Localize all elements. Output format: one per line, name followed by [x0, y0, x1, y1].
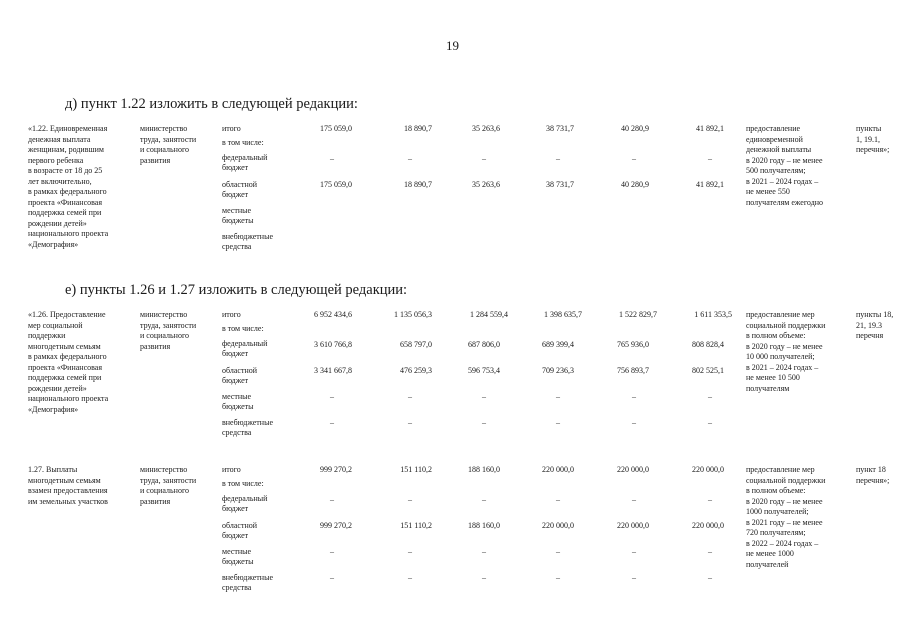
dash: –	[632, 392, 636, 401]
dash: –	[330, 573, 334, 582]
value-total-sum: 6 952 434,6	[314, 310, 352, 319]
label-extrabudget: внебюджетные средства	[222, 232, 273, 251]
dash: –	[330, 154, 334, 163]
dash: –	[482, 154, 486, 163]
dash: –	[482, 418, 486, 427]
value-regional-2021: 35 263,6	[472, 180, 500, 189]
dash: –	[408, 547, 412, 556]
dash: –	[556, 392, 560, 401]
value-total-2023: 220 000,0	[617, 465, 649, 474]
label-federal: федеральный бюджет	[222, 494, 268, 513]
value-total-2024: 1 611 353,5	[694, 310, 732, 319]
value-total-2023: 40 280,9	[621, 124, 649, 133]
dash: –	[482, 573, 486, 582]
dash: –	[556, 495, 560, 504]
value-regional-2020: 151 110,2	[400, 521, 432, 530]
value-total-2022: 1 398 635,7	[544, 310, 582, 319]
dash: –	[556, 573, 560, 582]
dash: –	[632, 547, 636, 556]
page-number: 19	[446, 38, 459, 53]
reference: пункты 1, 19.1, перечня»;	[856, 124, 890, 154]
executor: министерство труда, занятости и социального развития	[140, 124, 197, 165]
label-local: местные бюджеты	[222, 547, 254, 566]
value-total-2020: 1 135 056,3	[394, 310, 432, 319]
dash: –	[708, 154, 712, 163]
expected-result: предоставление единовременной денежной выплаты в 2020 году – не менее 500 получателям; в 2021 – 2024 годах – не менее 550 получателям ежегодно	[746, 124, 824, 207]
value-regional-2022: 38 731,7	[546, 180, 574, 189]
value-total-2022: 220 000,0	[542, 465, 574, 474]
label-including: в том числе:	[222, 479, 264, 488]
dash: –	[632, 418, 636, 427]
value-federal-2023: 765 936,0	[617, 340, 649, 349]
value-regional-sum: 175 059,0	[320, 180, 352, 189]
label-regional: областной бюджет	[222, 366, 258, 385]
dash: –	[708, 418, 712, 427]
dash: –	[556, 154, 560, 163]
value-regional-2023: 220 000,0	[617, 521, 649, 530]
value-regional-2021: 596 753,4	[468, 366, 500, 375]
value-regional-2020: 476 259,3	[400, 366, 432, 375]
label-including: в том числе:	[222, 324, 264, 333]
value-regional-2024: 802 525,1	[692, 366, 724, 375]
heading-item-1-22: д) пункт 1.22 изложить в следующей редакции:	[65, 96, 358, 112]
dash: –	[632, 495, 636, 504]
dash: –	[708, 573, 712, 582]
dash: –	[632, 573, 636, 582]
dash: –	[330, 418, 334, 427]
value-total-2021: 1 284 559,4	[470, 310, 508, 319]
measure-name: «1.26. Предоставление мер социальной поддержки многодетным семьям в рамках федерального проекта «Финансовая поддержка семей при рождении детей» национального проекта «Демография»	[28, 310, 109, 414]
label-total: итого	[222, 465, 241, 474]
value-federal-2021: 687 806,0	[468, 340, 500, 349]
table-row-1-22	[0, 124, 905, 264]
dash: –	[408, 573, 412, 582]
value-regional-sum: 999 270,2	[320, 521, 352, 530]
dash: –	[708, 547, 712, 556]
label-local: местные бюджеты	[222, 206, 254, 225]
value-federal-2024: 808 828,4	[692, 340, 724, 349]
value-regional-2022: 709 236,3	[542, 366, 574, 375]
expected-result: предоставление мер социальной поддержки в полном объеме: в 2020 году – не менее 10 000 получателей; в 2021 – 2024 годах – не менее 10 500 получателям	[746, 310, 826, 393]
label-total: итого	[222, 310, 241, 319]
measure-name: 1.27. Выплаты многодетным семьям взамен предоставления им земельных участков	[28, 465, 108, 506]
value-regional-2020: 18 890,7	[404, 180, 432, 189]
value-federal-2020: 658 797,0	[400, 340, 432, 349]
dash: –	[556, 418, 560, 427]
value-total-2024: 41 892,1	[696, 124, 724, 133]
value-total-2020: 18 890,7	[404, 124, 432, 133]
label-federal: федеральный бюджет	[222, 339, 268, 358]
dash: –	[408, 418, 412, 427]
reference: пункт 18 перечня»;	[856, 465, 890, 485]
value-regional-2022: 220 000,0	[542, 521, 574, 530]
value-total-2021: 188 160,0	[468, 465, 500, 474]
value-regional-2024: 41 892,1	[696, 180, 724, 189]
value-regional-2023: 756 893,7	[617, 366, 649, 375]
label-federal: федеральный бюджет	[222, 153, 268, 172]
dash: –	[482, 547, 486, 556]
dash: –	[482, 495, 486, 504]
dash: –	[708, 495, 712, 504]
dash: –	[330, 547, 334, 556]
label-extrabudget: внебюджетные средства	[222, 418, 273, 437]
label-regional: областной бюджет	[222, 521, 258, 540]
value-total-2024: 220 000,0	[692, 465, 724, 474]
measure-name: «1.22. Единовременная денежная выплата женщинам, родившим первого ребенка в возрасте от 18 до 25 лет включительно, в рамках федерального проекта «Финансовая поддержка семей при рождении детей» национального проекта «Демография»	[28, 124, 109, 249]
value-total-2022: 38 731,7	[546, 124, 574, 133]
value-regional-2024: 220 000,0	[692, 521, 724, 530]
table-row-1-27	[0, 465, 905, 605]
value-regional-2023: 40 280,9	[621, 180, 649, 189]
reference: пункты 18, 21, 19.3 перечня	[856, 310, 894, 340]
dash: –	[330, 392, 334, 401]
value-regional-2021: 188 160,0	[468, 521, 500, 530]
label-local: местные бюджеты	[222, 392, 254, 411]
value-total-2021: 35 263,6	[472, 124, 500, 133]
dash: –	[556, 547, 560, 556]
label-total: итого	[222, 124, 241, 133]
label-extrabudget: внебюджетные средства	[222, 573, 273, 592]
value-total-sum: 175 059,0	[320, 124, 352, 133]
value-total-2020: 151 110,2	[400, 465, 432, 474]
heading-items-1-26-1-27: е) пункты 1.26 и 1.27 изложить в следующей редакции:	[65, 282, 408, 298]
value-total-sum: 999 270,2	[320, 465, 352, 474]
dash: –	[632, 154, 636, 163]
value-total-2023: 1 522 829,7	[619, 310, 657, 319]
label-including: в том числе:	[222, 138, 264, 147]
value-regional-sum: 3 341 667,8	[314, 366, 352, 375]
dash: –	[408, 154, 412, 163]
table-row-1-26	[0, 310, 905, 450]
executor: министерство труда, занятости и социального развития	[140, 310, 197, 351]
label-regional: областной бюджет	[222, 180, 258, 199]
dash: –	[708, 392, 712, 401]
value-federal-sum: 3 610 766,8	[314, 340, 352, 349]
value-federal-2022: 689 399,4	[542, 340, 574, 349]
expected-result: предоставление мер социальной поддержки в полном объеме: в 2020 году – не менее 1000 получателей; в 2021 году – не менее 720 получателям; в 2022 – 2024 годах – не менее 1000 получателей	[746, 465, 826, 569]
dash: –	[330, 495, 334, 504]
dash: –	[408, 495, 412, 504]
dash: –	[482, 392, 486, 401]
dash: –	[408, 392, 412, 401]
executor: министерство труда, занятости и социального развития	[140, 465, 197, 506]
